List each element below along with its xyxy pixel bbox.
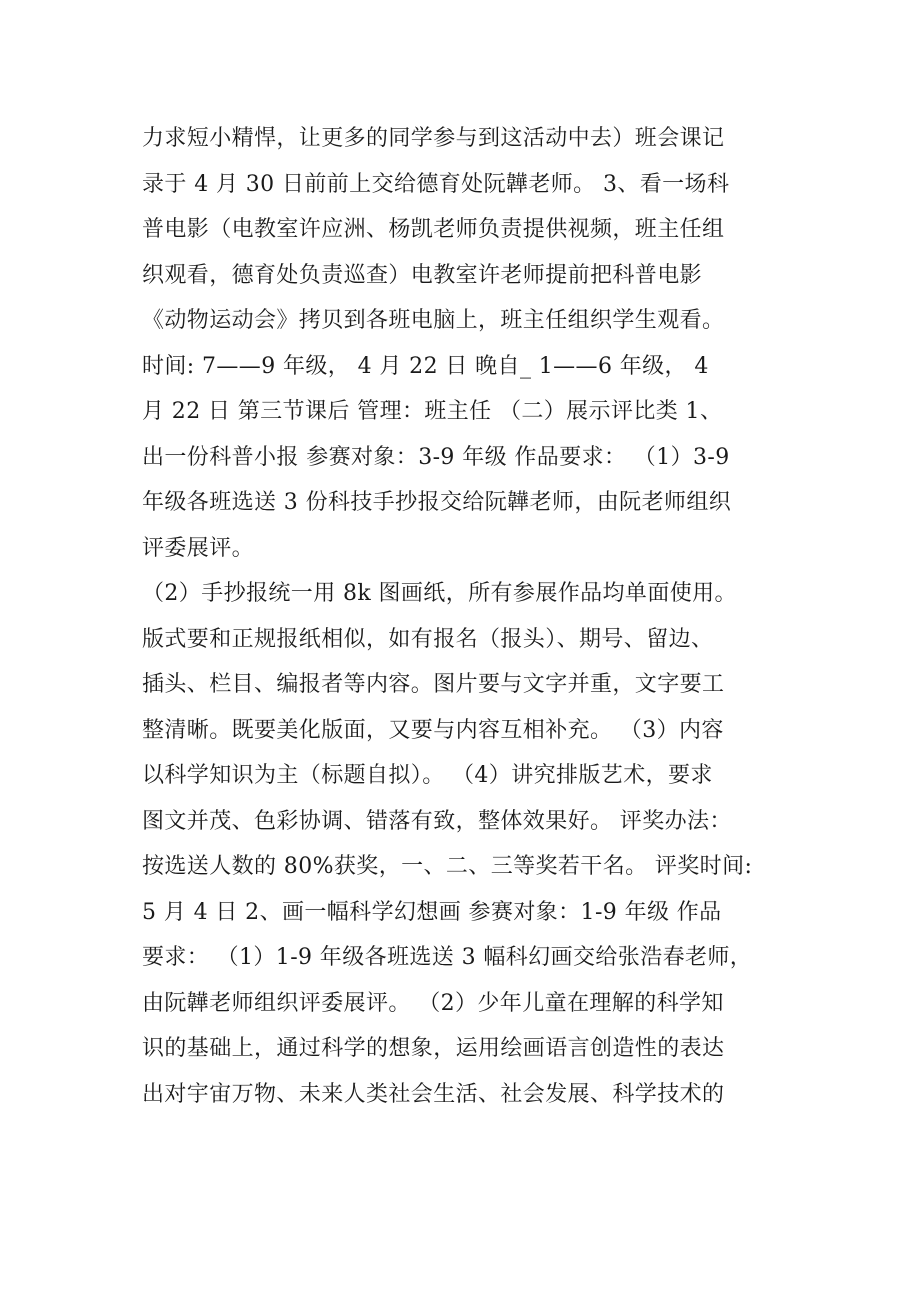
- text-line: 版式要和正规报纸相似，如有报名（报头）、期号、留边、: [142, 626, 714, 652]
- body-text: [142, 116, 802, 1117]
- text-line: 录于 4 月 30 日前前上交给德育处阮韡老师。 3、看一场科: [142, 171, 730, 197]
- text-line: 普电影（电教室许应洲、杨凯老师负责提供视频，班主任组: [142, 217, 725, 242]
- text-line: 以科学知识为主（标题自拟）。 （4）讲究排版艺术，要求: [142, 763, 713, 788]
- text-line: 月 22 日 第三节课后 管理：班主任 （二）展示评比类 1、: [142, 399, 723, 424]
- text-line: 评委展评。: [142, 535, 255, 561]
- text-line: 按选送人数的 80%获奖，一、二、三等奖若干名。 评奖时间:: [142, 854, 753, 879]
- text-line: 力求短小精悍，让更多的同学参与到这活动中去）班会课记: [142, 126, 725, 151]
- text-line: 由阮韡老师组织评委展评。 （2）少年儿童在理解的科学知: [142, 990, 724, 1016]
- text-line: 出对宇宙万物、未来人类社会生活、社会发展、科学技术的: [142, 1081, 725, 1107]
- text-line: 织观看，德育处负责巡查）电教室许老师提前把科普电影: [142, 262, 703, 288]
- text-line: 识的基础上，通过科学的想象，运用绘画语言创造性的表达: [142, 1036, 725, 1061]
- text-line: 出一份科普小报 参赛对象：3-9 年级 作品要求： （1）3-9: [142, 444, 730, 470]
- text-line: 整清晰。既要美化版面，又要与内容互相补充。 （3）内容: [142, 717, 724, 743]
- text-line: 时间: 7——9 年级， 4 月 22 日 晚自_ 1——6 年级， 4: [142, 353, 709, 379]
- text-line: 年级各班选送 3 份科技手抄报交给阮韡老师，由阮老师组织: [142, 490, 732, 515]
- text-line: （2）手抄报统一用 8k 图画纸，所有参展作品均单面使用。: [142, 581, 737, 606]
- text-line: 插头、栏目、编报者等内容。图片要与文字并重，文字要工: [142, 672, 725, 697]
- text-line: 《动物运动会》拷贝到各班电脑上，班主任组织学生观看。: [142, 308, 725, 333]
- text-line: 要求： （1）1-9 年级各班选送 3 幅科幻画交给张浩春老师，: [142, 945, 753, 970]
- text-line: 5 月 4 日 2、画一幅科学幻想画 参赛对象：1-9 年级 作品: [142, 899, 722, 925]
- text-line: 图文并茂、色彩协调、错落有致，整体效果好。 评奖办法：: [142, 808, 732, 834]
